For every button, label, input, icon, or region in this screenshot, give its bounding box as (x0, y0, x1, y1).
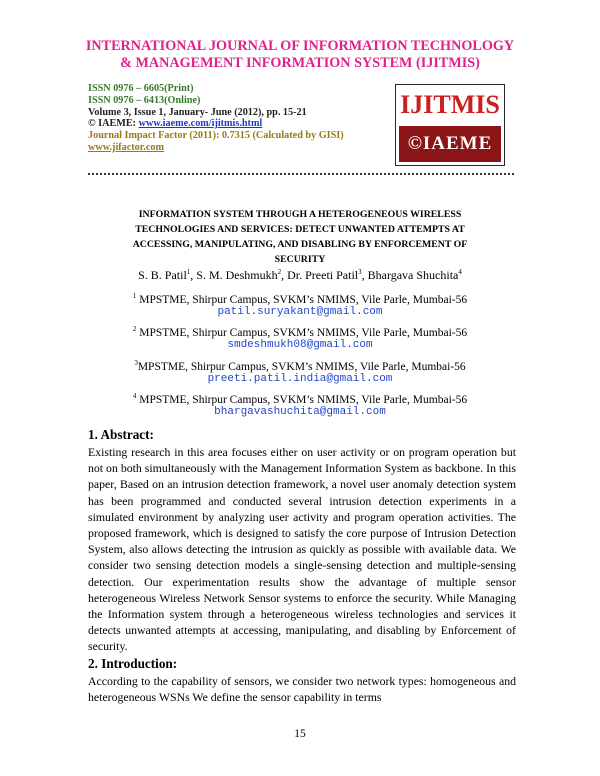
affiliation-sup: 3 (134, 359, 138, 367)
affiliation (0, 389, 600, 408)
affiliation-text: MPSTME, Shirpur Campus, SVKM’s NMIMS, Vile Parle, Mumbai-56 (137, 360, 466, 373)
author-name: S. M. Deshmukh (196, 268, 278, 282)
impact-factor: Journal Impact Factor (2011): 0.7315 (Calculated by GISI) (88, 130, 344, 142)
email-link[interactable]: bhargavashuchita@gmail.com (214, 406, 386, 418)
issn-online: ISSN 0976 – 6413(Online) (88, 94, 201, 106)
affiliation-text: MPSTME, Shirpur Campus, SVKM’s NMIMS, Vile Parle, Mumbai-56 (136, 393, 468, 406)
author-name: S. B. Patil (138, 268, 187, 282)
authors-line: S. B. Patil$^1$, S. M. Deshmukh$^2$, Dr. Preeti Patil$^3$, Bhargava Shuchita$^4$ (138, 268, 462, 282)
header-divider (88, 173, 514, 175)
email-link[interactable]: preeti.patil.india@gmail.com (207, 373, 393, 385)
email-link[interactable]: patil.suryakant@gmail.com (217, 306, 383, 318)
author-sup: 3 (358, 268, 362, 276)
affiliation-sup: 2 (132, 325, 137, 333)
iaeme-prefix: © IAEME: (88, 118, 139, 130)
journal-title-line2: & MANAGEMENT INFORMATION SYSTEM (IJITMIS) (120, 55, 480, 71)
page-number: 15 (294, 728, 306, 740)
author-sup: 1 (186, 268, 191, 276)
affiliation-text: MPSTME, Shirpur Campus, SVKM’s NMIMS, Vile Parle, Mumbai-56 (136, 293, 468, 306)
affiliation-sup: 4 (132, 392, 137, 400)
affiliation (0, 289, 600, 308)
affiliation (0, 356, 600, 375)
abstract-heading: 1. Abstract: (88, 427, 154, 442)
jifactor-link[interactable]: www.jifactor.com (88, 141, 165, 153)
iaeme-line (88, 118, 344, 130)
journal-title (0, 38, 600, 72)
paper-title (95, 207, 505, 267)
paper-title-line3: ACCESSING, MANIPULATING, AND DISABLING BY ENFORCEMENT OF (132, 239, 468, 250)
affiliation (0, 322, 600, 341)
paper-title-line1: INFORMATION SYSTEM THROUGH A HETEROGENEOUS WIRELESS (138, 209, 462, 220)
volume-info: Volume 3, Issue 1, January- June (2012), pp. 15-21 (88, 106, 307, 118)
author-sup: 4 (458, 268, 462, 276)
introduction-text: According to the capability of sensors, we consider two network types: homogeneous and heterogeneous WSNs We define the sensor capability in terms (88, 674, 516, 705)
author-name: Bhargava Shuchita (367, 268, 459, 282)
affiliation-text: MPSTME, Shirpur Campus, SVKM’s NMIMS, Vile Parle, Mumbai-56 (136, 326, 468, 339)
issn-print: ISSN 0976 – 6605(Print) (88, 83, 194, 94)
ijitmis-logo (395, 84, 505, 166)
paper-title-line4: SECURITY (274, 254, 326, 265)
author-name: Dr. Preeti Patil (287, 268, 359, 282)
iaeme-link[interactable]: www.iaeme.com/ijitmis.html (138, 118, 263, 130)
email-link[interactable]: smdeshmukh08@gmail.com (227, 339, 373, 351)
paper-title-line2: TECHNOLOGIES AND SERVICES: DETECT UNWANTED ATTEMPTS AT (135, 224, 465, 235)
jifactor-line (88, 142, 344, 154)
author-sup: 2 (277, 268, 282, 276)
logo-text-bottom: ©IAEME (399, 126, 501, 162)
logo-text-top: IJITMIS (400, 90, 500, 119)
journal-meta (88, 83, 344, 154)
abstract-text: Existing research in this area focuses either on user activity or on program operation but not on both simultaneously with the Management Information System as backbone. In this paper, Based on an intrusion detection framework, a novel user anomaly detection system has been programmed and conducted several intrusion detection experiments in a simulated environment by analyzing user activity and program operation activities. The proposed framework, which is designed to satisfy the core purpose of Intrusion Detection System, also allows detecting the intrusion as quickly as possible with available data. We consider two sensing detection models a single-sensing detection and multiple-sensing detection. Our experimentation results show the advantage of multiple sensor heterogeneous Wireless Network Sensor systems to enforce the security. While Managing the Information system through a heterogeneous wireless technologies and services it detects unwanted attempts at accessing, manipulating, and disabling by Enforcement of security. (88, 445, 516, 654)
introduction-heading: 2. Introduction: (88, 656, 178, 671)
affiliation-sup: 1 (132, 292, 137, 300)
journal-title-line1: INTERNATIONAL JOURNAL OF INFORMATION TECHNOLOGY (85, 38, 515, 54)
